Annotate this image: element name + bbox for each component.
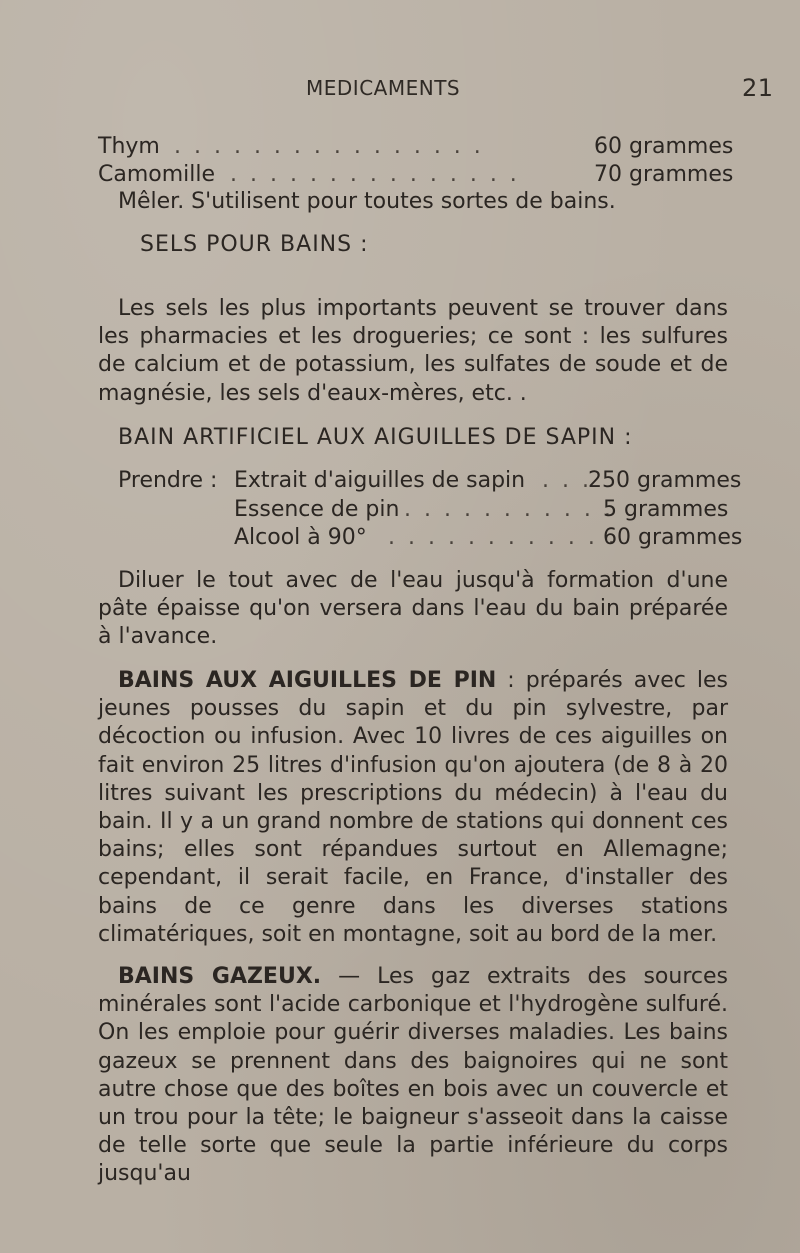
paragraph-meler: Mêler. S'utilisent pour toutes sortes de bains. <box>118 189 616 214</box>
ingredient-name: Essence de pin <box>234 497 400 522</box>
leader-dots: . . . . . . . . . . . . . . . . <box>174 134 484 159</box>
paragraph-sels: Les sels les plus importants peuvent se trouver dans les pharmacies et les drogueries; ce sont : les sulfures de calcium et de potassium, les sulfates de soude et de magnésie, les sels d'eaux-mères, etc. . <box>98 296 728 406</box>
ingredient-line <box>98 134 738 164</box>
paragraph-gazeux: BAINS GAZEUX. — Les gaz extraits des sources minérales sont l'acide carbonique et l'hydrogène sulfuré. On les emploie pour guérir diverses maladies. Les bains gazeux se prennent dans des baignoires qui ne sont autre chose que des boîtes en bois avec un couvercle et un trou pour la tête; le baigneur s'asseoit dans la caisse de telle sorte que seule la partie inférieure du corps jusqu'au <box>98 964 728 1187</box>
ingredient-name: Extrait d'aiguilles de sapin <box>234 468 526 493</box>
ingredient-quantity: 60 grammes <box>603 525 743 550</box>
ingredient-quantity: 5 grammes <box>603 497 729 522</box>
ingredient-name: Thym <box>98 134 160 159</box>
ingredient-name: Alcool à 90° <box>234 525 367 550</box>
paragraph-pin: BAINS AUX AIGUILLES DE PIN : préparés avec les jeunes pousses du sapin et du pin sylvestre, par décoction ou infusion. Avec 10 livres de ces aiguilles on fait environ 25 litres d'infusion qu'on ajoutera (de 8 à 20 litres suivant les prescriptions du médecin) à l'eau du bain. Il y a un grand nombre de stations qui donnent ces bains; elles sont répandues surtout en Allemagne; cependant, il serait facile, en France, d'installer des bains de ce genre dans les diverses stations climatériques, soit en montagne, soit au bord de la mer. <box>98 668 728 947</box>
ingredient-quantity: 70 grammes <box>594 162 734 187</box>
lead-gazeux: BAINS GAZEUX. <box>118 964 322 989</box>
prendre-label: Prendre : <box>118 468 218 493</box>
ingredient-quantity: 60 grammes <box>594 134 734 159</box>
ingredient-line <box>98 497 738 527</box>
heading-sels: SELS POUR BAINS : <box>140 232 369 257</box>
page-number: 21 <box>742 74 774 102</box>
ingredient-quantity: 250 grammes <box>588 468 742 493</box>
leader-dots: . . . . . . . . . . . <box>404 497 614 522</box>
heading-sapin: BAIN ARTIFICIEL AUX AIGUILLES DE SAPIN : <box>118 425 633 450</box>
leader-dots: . . . . . . . . . . . . <box>388 525 618 550</box>
ingredient-line <box>98 525 743 555</box>
leader-dots: . . . . . . . . . . . . . . . <box>230 162 520 187</box>
leader-dots: . . . <box>542 468 592 493</box>
ingredient-line <box>98 468 742 498</box>
paragraph-sapin: Diluer le tout avec de l'eau jusqu'à formation d'une pâte épaisse qu'on versera dans l'eau du bain préparée à l'avance. <box>98 568 728 650</box>
running-head <box>0 76 800 106</box>
ingredient-name: Camomille <box>98 162 216 187</box>
lead-pin: BAINS AUX AIGUILLES DE PIN <box>118 668 497 693</box>
running-title: MEDICAMENTS <box>306 76 461 100</box>
